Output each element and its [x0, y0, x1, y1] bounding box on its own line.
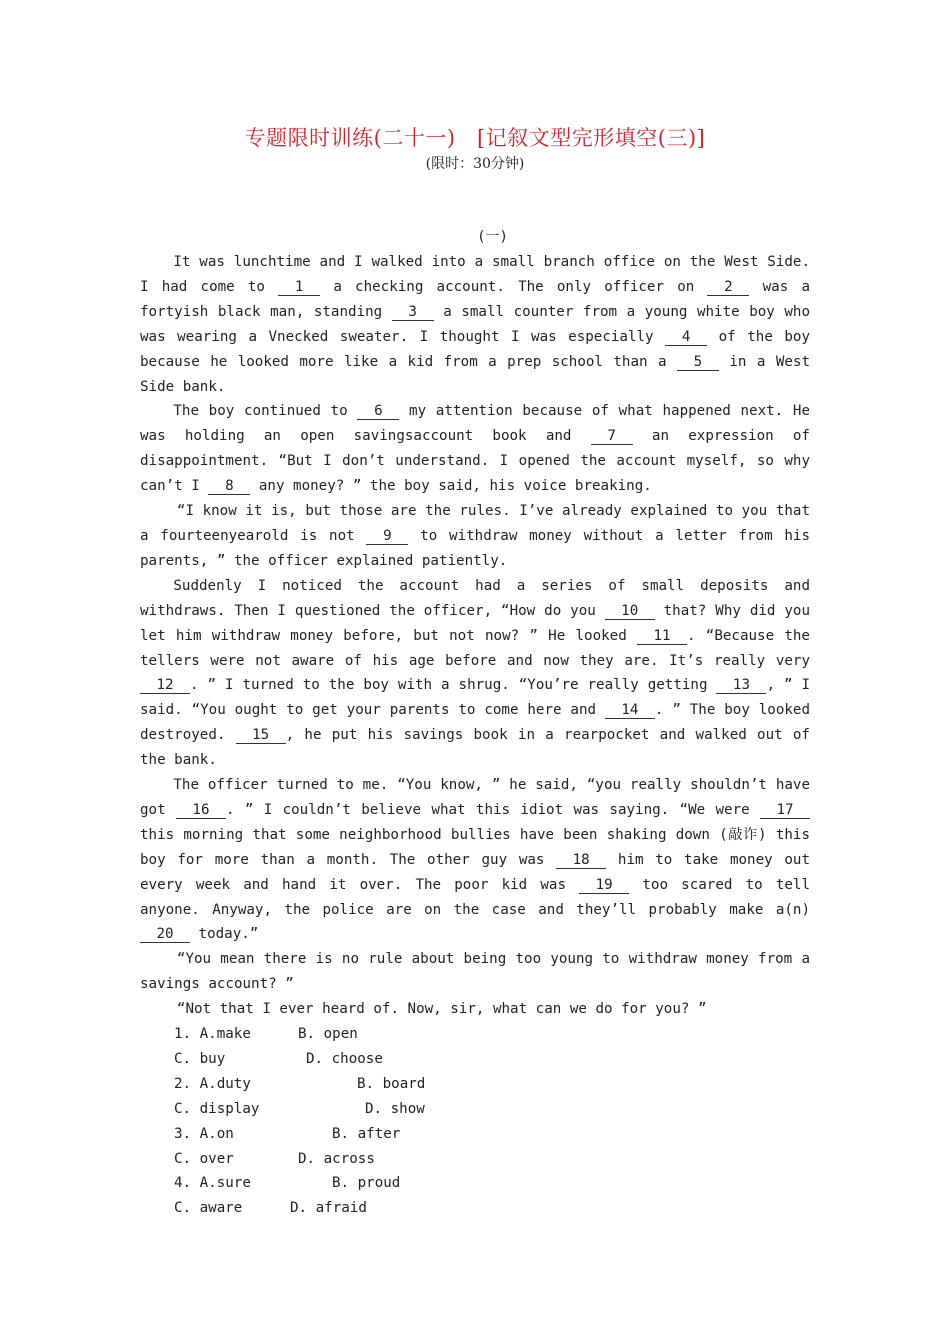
- option-row: C. display D. show: [174, 1100, 425, 1117]
- blank-18: 18: [556, 852, 606, 869]
- section-label: (一): [477, 229, 508, 245]
- option-row: C. buy D. choose: [174, 1050, 383, 1067]
- blank-7: 7: [591, 428, 633, 445]
- paragraph-7: “Not that I ever heard of. Now, sir, what can we do for you? ”: [176, 1001, 707, 1018]
- option-row: 3. A.on B. after: [174, 1125, 401, 1142]
- option-row: 1. A.make B. open: [174, 1026, 358, 1043]
- blank-11: 11: [637, 628, 687, 645]
- paragraph-5: The officer turned to me. “You know, ” he said, “you really shouldn’t have got 16 . ” I couldn’t believe what this idiot was saying. “We were 17 this morning that some neighborhood bullies have been shaking down (敲诈) this boy for more than a month. The other guy was 18 him to take money out every week and hand it over. The poor kid was 19 too scared to tell anyone. Anyway, the police are on the case and they’ll probably make a(n) 20 today.”: [140, 777, 811, 943]
- blank-20: 20: [140, 926, 190, 943]
- blank-13: 13: [716, 677, 766, 694]
- blank-4: 4: [665, 329, 707, 346]
- blank-6: 6: [357, 403, 399, 420]
- blank-3: 3: [392, 304, 434, 321]
- blank-17: 17: [760, 802, 810, 819]
- answer-options: [140, 1022, 810, 1221]
- blank-5: 5: [677, 354, 719, 371]
- blank-15: 15: [236, 727, 286, 744]
- blank-16: 16: [176, 802, 226, 819]
- paragraph-2: The boy continued to 6 my attention because of what happened next. He was holding an open savingsaccount book and 7 an expression of disappointment. “But I don’t understand. I opened the account myself, so why can’t I 8 any money? ” the boy said, his voice breaking.: [140, 403, 810, 495]
- blank-12: 12: [140, 677, 190, 694]
- paragraph-4: Suddenly I noticed the account had a series of small deposits and withdraws. Then I questioned the officer, “How do you 10 that? Why did you let him withdraw money before, but not now? ” He looked 11 . “Because the tellers were not aware of his age before and now they are. It’s really very 12 . ” I turned to the boy with a shrug. “You’re really getting 13 , ” I said. “You ought to get your parents to come here and 14 . ” The boy looked destroyed. 15 , he put his savings book in a rearpocket and walked out of the bank.: [140, 577, 811, 769]
- option-row: 4. A.sure B. proud: [174, 1175, 401, 1192]
- paragraph-6: “You mean there is no rule about being too young to withdraw money from a savings account? ”: [140, 951, 810, 993]
- passage: [140, 250, 810, 1221]
- time-limit: (限时：30分钟): [425, 156, 525, 172]
- option-row: C. aware D. afraid: [174, 1200, 367, 1217]
- option-row: 2. A.duty B. board: [174, 1075, 426, 1092]
- blank-2: 2: [707, 279, 749, 296]
- blank-8: 8: [208, 478, 250, 495]
- paragraph-3: “I know it is, but those are the rules. I’ve already explained to you that a fourteenyearold is not 9 to withdraw money without a letter from his parents, ” the officer explained patiently.: [140, 503, 810, 569]
- blank-10: 10: [605, 603, 655, 620]
- paragraph-1: It was lunchtime and I walked into a small branch office on the West Side. I had come to 1 a checking account. The only officer on 2 was a fortyish black man, standing 3 a small counter from a young white boy who was wearing a Vnecked sweater. I thought I was especially 4 of the boy because he looked more like a kid from a prep school than a 5 in a West Side bank.: [140, 254, 810, 395]
- blank-1: 1: [278, 279, 320, 296]
- page-title: 专题限时训练(二十一) [记叙文型完形填空(三)]: [244, 126, 706, 150]
- blank-19: 19: [579, 877, 629, 894]
- blank-14: 14: [605, 702, 655, 719]
- blank-9: 9: [366, 528, 408, 545]
- option-row: C. over D. across: [174, 1150, 375, 1167]
